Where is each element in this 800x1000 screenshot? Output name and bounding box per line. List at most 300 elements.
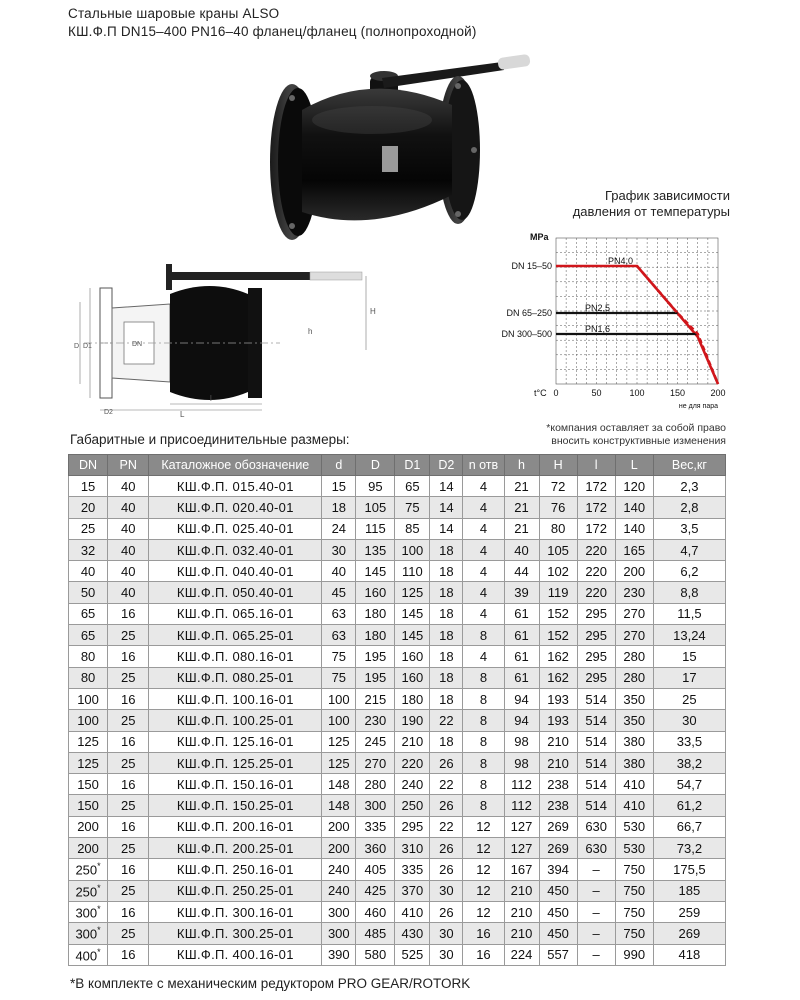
table-cell: 40 [108, 497, 149, 518]
table-cell: 4 [463, 518, 504, 539]
table-cell: КШ.Ф.П. 300.16-01 [149, 901, 322, 922]
table-cell: 215 [356, 688, 395, 709]
table-cell: 25 [108, 710, 149, 731]
table-row [69, 710, 726, 731]
table-cell: 100 [322, 688, 356, 709]
table-cell: 410 [395, 901, 430, 922]
table-cell: 25 [108, 923, 149, 944]
table-cell: 44 [504, 561, 539, 582]
table-cell: 280 [615, 667, 653, 688]
table-cell: 8 [463, 667, 504, 688]
table-cell: 220 [577, 539, 615, 560]
table-row [69, 923, 726, 944]
table-row [69, 582, 726, 603]
table-cell: 95 [356, 476, 395, 497]
table-cell: 370 [395, 880, 430, 901]
table-cell: 4 [463, 603, 504, 624]
table-cell: 16 [108, 603, 149, 624]
page-title: Стальные шаровые краны ALSO [68, 6, 280, 21]
table-cell: КШ.Ф.П. 015.40-01 [149, 476, 322, 497]
table-cell: 300* [69, 923, 108, 944]
table-cell: 39 [504, 582, 539, 603]
table-cell: КШ.Ф.П. 150.16-01 [149, 774, 322, 795]
table-cell: КШ.Ф.П. 250.16-01 [149, 859, 322, 880]
x-tick-label: 200 [710, 388, 726, 398]
table-cell: 120 [615, 476, 653, 497]
table-cell: 16 [463, 944, 504, 965]
column-header: H [539, 455, 577, 476]
table-cell: 18 [430, 582, 463, 603]
table-cell: – [577, 859, 615, 880]
table-cell: 40 [108, 539, 149, 560]
table-body [69, 476, 726, 966]
table-cell: 310 [395, 838, 430, 859]
table-cell: 750 [615, 859, 653, 880]
table-cell: 26 [430, 752, 463, 773]
table-cell: 102 [539, 561, 577, 582]
table-cell: 380 [615, 752, 653, 773]
table-cell: 380 [615, 731, 653, 752]
table-cell: 210 [504, 880, 539, 901]
table-row [69, 859, 726, 880]
table-cell: 172 [577, 476, 615, 497]
table-cell: 269 [539, 838, 577, 859]
table-cell: 8,8 [653, 582, 725, 603]
table-cell: 300 [356, 795, 395, 816]
note-line2: вносить конструктивные изменения [551, 435, 726, 447]
chart-title [520, 188, 730, 220]
table-cell: 185 [653, 880, 725, 901]
table-cell: 160 [395, 646, 430, 667]
table-cell: 180 [356, 603, 395, 624]
column-header: D [356, 455, 395, 476]
table-cell: 6,2 [653, 561, 725, 582]
table-cell: 17 [653, 667, 725, 688]
ball-valve-image [262, 50, 532, 250]
table-cell: 295 [577, 603, 615, 624]
table-cell: 30 [322, 539, 356, 560]
table-cell: 125 [69, 731, 108, 752]
row-label: DN 300–500 [501, 329, 552, 339]
table-cell: 3,5 [653, 518, 725, 539]
row-labels [501, 261, 552, 339]
table-cell: 630 [577, 838, 615, 859]
table-row [69, 688, 726, 709]
table-cell: 4 [463, 497, 504, 518]
table-cell: 145 [356, 561, 395, 582]
table-cell: 148 [322, 774, 356, 795]
table-cell: 270 [356, 752, 395, 773]
table-cell: 26 [430, 859, 463, 880]
column-header: Вес,кг [653, 455, 725, 476]
table-cell: КШ.Ф.П. 050.40-01 [149, 582, 322, 603]
table-cell: 450 [539, 880, 577, 901]
table-cell: 30 [653, 710, 725, 731]
table-cell: 195 [356, 667, 395, 688]
table-cell: 300* [69, 901, 108, 922]
table-cell: 18 [430, 731, 463, 752]
table-cell: 75 [322, 646, 356, 667]
table-cell: 112 [504, 795, 539, 816]
table-cell: 514 [577, 795, 615, 816]
column-header: D1 [395, 455, 430, 476]
table-cell: 210 [539, 752, 577, 773]
table-cell: 270 [615, 603, 653, 624]
table-cell: КШ.Ф.П. 200.25-01 [149, 838, 322, 859]
table-cell: 125 [322, 731, 356, 752]
table-cell: 360 [356, 838, 395, 859]
table-cell: 25 [108, 838, 149, 859]
table-cell: 238 [539, 795, 577, 816]
table-cell: 12 [463, 838, 504, 859]
table-cell: 162 [539, 646, 577, 667]
table-cell: 300 [322, 901, 356, 922]
table-cell: 8 [463, 625, 504, 646]
table-cell: 25 [69, 518, 108, 539]
table-cell: 230 [615, 582, 653, 603]
column-header: DN [69, 455, 108, 476]
table-cell: 40 [108, 582, 149, 603]
table-cell: 40 [108, 476, 149, 497]
table-cell: 250* [69, 880, 108, 901]
table-cell: 14 [430, 497, 463, 518]
table-cell: 335 [395, 859, 430, 880]
table-cell: 295 [395, 816, 430, 837]
table-cell: 100 [395, 539, 430, 560]
table-cell: 25 [108, 667, 149, 688]
column-header: l [577, 455, 615, 476]
table-cell: 15 [653, 646, 725, 667]
table-cell: 50 [69, 582, 108, 603]
table-cell: 40 [108, 518, 149, 539]
table-cell: КШ.Ф.П. 065.25-01 [149, 625, 322, 646]
table-cell: 63 [322, 603, 356, 624]
dim-D2-label: D2 [104, 409, 113, 416]
table-cell: 21 [504, 497, 539, 518]
table-cell: 40 [108, 561, 149, 582]
table-cell: 150 [69, 795, 108, 816]
table-cell: 485 [356, 923, 395, 944]
table-cell: 72 [539, 476, 577, 497]
table-cell: 4 [463, 561, 504, 582]
table-cell: 21 [504, 476, 539, 497]
table-cell: 269 [653, 923, 725, 944]
table-cell: 125 [395, 582, 430, 603]
table-row [69, 774, 726, 795]
table-cell: – [577, 901, 615, 922]
table-cell: 40 [322, 561, 356, 582]
table-heading: Габаритные и присоединительные размеры: [70, 432, 350, 447]
table-cell: 54,7 [653, 774, 725, 795]
table-cell: 13,24 [653, 625, 725, 646]
table-cell: 210 [539, 731, 577, 752]
table-cell: 2,8 [653, 497, 725, 518]
x-axis-note: не для пара [678, 403, 718, 410]
table-cell: 18 [430, 539, 463, 560]
table-row [69, 795, 726, 816]
table-cell: КШ.Ф.П. 040.40-01 [149, 561, 322, 582]
table-cell: 16 [108, 859, 149, 880]
table-cell: 33,5 [653, 731, 725, 752]
table-cell: 172 [577, 518, 615, 539]
table-cell: 61,2 [653, 795, 725, 816]
table-cell: 65 [69, 603, 108, 624]
dimensions-table [68, 454, 726, 966]
column-header: h [504, 455, 539, 476]
table-cell: 4 [463, 582, 504, 603]
table-cell: 140 [615, 497, 653, 518]
dim-DN-label: DN [132, 341, 143, 348]
table-cell: 180 [356, 625, 395, 646]
table-cell: 990 [615, 944, 653, 965]
table-cell: 135 [356, 539, 395, 560]
table-cell: 750 [615, 880, 653, 901]
table-cell: 210 [504, 923, 539, 944]
table-cell: 190 [395, 710, 430, 731]
table-cell: 167 [504, 859, 539, 880]
table-cell: 25 [108, 752, 149, 773]
table-cell: 30 [430, 923, 463, 944]
column-header: PN [108, 455, 149, 476]
table-row [69, 497, 726, 518]
table-cell: 430 [395, 923, 430, 944]
table-cell: 530 [615, 838, 653, 859]
table-cell: 12 [463, 816, 504, 837]
table-cell: 4,7 [653, 539, 725, 560]
table-cell: 460 [356, 901, 395, 922]
table-cell: КШ.Ф.П. 020.40-01 [149, 497, 322, 518]
table-cell: 8 [463, 731, 504, 752]
table-cell: 193 [539, 688, 577, 709]
table-cell: 105 [539, 539, 577, 560]
table-cell: КШ.Ф.П. 100.16-01 [149, 688, 322, 709]
table-cell: 94 [504, 688, 539, 709]
table-cell: 630 [577, 816, 615, 837]
table-cell: 145 [395, 603, 430, 624]
table-cell: 514 [577, 731, 615, 752]
table-cell: 26 [430, 901, 463, 922]
table-cell: 210 [504, 901, 539, 922]
table-cell: 4 [463, 539, 504, 560]
table-cell: 240 [395, 774, 430, 795]
table-cell: 115 [356, 518, 395, 539]
table-cell: 394 [539, 859, 577, 880]
table-cell: 405 [356, 859, 395, 880]
dim-D1-label: D1 [83, 343, 92, 350]
table-cell: 75 [322, 667, 356, 688]
table-cell: 8 [463, 795, 504, 816]
table-cell: 14 [430, 476, 463, 497]
column-header: Каталожное обозначение [149, 455, 322, 476]
table-cell: 65 [69, 625, 108, 646]
table-cell: 63 [322, 625, 356, 646]
table-cell: 16 [108, 901, 149, 922]
table-cell: 350 [615, 688, 653, 709]
table-row [69, 816, 726, 837]
table-cell: 40 [69, 561, 108, 582]
table-row [69, 518, 726, 539]
table-cell: 410 [615, 795, 653, 816]
table-cell: 259 [653, 901, 725, 922]
table-cell: 15 [69, 476, 108, 497]
table-cell: 40 [504, 539, 539, 560]
table-cell: 127 [504, 838, 539, 859]
table-cell: 165 [615, 539, 653, 560]
table-cell: 25 [108, 625, 149, 646]
table-cell: 73,2 [653, 838, 725, 859]
table-cell: 557 [539, 944, 577, 965]
table-cell: 16 [108, 944, 149, 965]
table-cell: 175,5 [653, 859, 725, 880]
table-cell: 295 [577, 667, 615, 688]
table-cell: 18 [430, 688, 463, 709]
dim-h-label: h [308, 327, 313, 336]
chart-grid [556, 238, 718, 384]
dimension-drawing [70, 258, 400, 418]
table-cell: 94 [504, 710, 539, 731]
dim-L-label: L [180, 410, 185, 418]
table-cell: 119 [539, 582, 577, 603]
table-cell: 210 [395, 731, 430, 752]
column-header: D2 [430, 455, 463, 476]
table-cell: 160 [395, 667, 430, 688]
table-cell: 200 [322, 838, 356, 859]
table-cell: 8 [463, 710, 504, 731]
table-cell: 21 [504, 518, 539, 539]
table-row [69, 667, 726, 688]
table-cell: 240 [322, 880, 356, 901]
table-cell: – [577, 944, 615, 965]
table-cell: 160 [356, 582, 395, 603]
table-cell: 335 [356, 816, 395, 837]
chart-title-line1: График зависимости [604, 188, 730, 203]
table-cell: 18 [430, 561, 463, 582]
table-cell: 140 [615, 518, 653, 539]
table-cell: КШ.Ф.П. 250.25-01 [149, 880, 322, 901]
table-row [69, 539, 726, 560]
x-tick-label: 100 [629, 388, 645, 398]
table-cell: КШ.Ф.П. 032.40-01 [149, 539, 322, 560]
table-cell: 4 [463, 476, 504, 497]
x-tick-label: 0 [553, 388, 559, 398]
table-cell: 450 [539, 923, 577, 944]
table-cell: КШ.Ф.П. 065.16-01 [149, 603, 322, 624]
table-cell: 148 [322, 795, 356, 816]
table-cell: КШ.Ф.П. 080.16-01 [149, 646, 322, 667]
table-cell: 150 [69, 774, 108, 795]
pressure-temperature-chart [480, 224, 750, 414]
table-cell: 390 [322, 944, 356, 965]
table-cell: 8 [463, 774, 504, 795]
table-cell: 26 [430, 795, 463, 816]
table-cell: 295 [577, 646, 615, 667]
column-header: d [322, 455, 356, 476]
table-cell: 65 [395, 476, 430, 497]
table-row [69, 838, 726, 859]
table-cell: 450 [539, 901, 577, 922]
table-cell: 100 [69, 710, 108, 731]
table-cell: 22 [430, 816, 463, 837]
table-cell: – [577, 880, 615, 901]
table-cell: 145 [395, 625, 430, 646]
dim-l-label: l [210, 394, 212, 403]
series-label: PN1,6 [585, 324, 611, 334]
table-cell: 152 [539, 603, 577, 624]
table-cell: 61 [504, 646, 539, 667]
table-cell: 61 [504, 667, 539, 688]
table-cell: 220 [577, 561, 615, 582]
table-cell: 300 [322, 923, 356, 944]
table-cell: 425 [356, 880, 395, 901]
series-label: PN2,5 [585, 303, 611, 313]
series-labels [585, 256, 633, 334]
dim-H-label: H [370, 307, 376, 316]
table-cell: 100 [322, 710, 356, 731]
table-cell: КШ.Ф.П. 125.16-01 [149, 731, 322, 752]
table-cell: 75 [395, 497, 430, 518]
table-row [69, 901, 726, 922]
table-cell: 220 [395, 752, 430, 773]
table-cell: 18 [430, 667, 463, 688]
footnote: *В комплекте с механическим редуктором PRO GEAR/ROTORK [70, 976, 471, 991]
table-cell: 270 [615, 625, 653, 646]
table-cell: 530 [615, 816, 653, 837]
table-cell: 76 [539, 497, 577, 518]
table-cell: 12 [463, 880, 504, 901]
y-axis-unit: MPa [530, 232, 549, 242]
table-cell: 14 [430, 518, 463, 539]
table-row [69, 752, 726, 773]
table-cell: 18 [322, 497, 356, 518]
table-cell: 25 [108, 880, 149, 901]
table-row [69, 603, 726, 624]
table-cell: 195 [356, 646, 395, 667]
table-cell: 25 [653, 688, 725, 709]
table-cell: 152 [539, 625, 577, 646]
table-cell: КШ.Ф.П. 300.25-01 [149, 923, 322, 944]
table-cell: КШ.Ф.П. 125.25-01 [149, 752, 322, 773]
table-cell: 350 [615, 710, 653, 731]
table-cell: 32 [69, 539, 108, 560]
table-cell: 4 [463, 646, 504, 667]
table-cell: 127 [504, 816, 539, 837]
dim-D-label: D [74, 343, 80, 350]
table-cell: КШ.Ф.П. 100.25-01 [149, 710, 322, 731]
table-cell: КШ.Ф.П. 400.16-01 [149, 944, 322, 965]
table-cell: 30 [430, 944, 463, 965]
table-cell: 16 [463, 923, 504, 944]
table-row [69, 561, 726, 582]
table-cell: 30 [430, 880, 463, 901]
table-cell: 245 [356, 731, 395, 752]
row-label: DN 15–50 [511, 261, 552, 271]
table-cell: 12 [463, 901, 504, 922]
table-cell: 514 [577, 710, 615, 731]
table-cell: 80 [69, 667, 108, 688]
table-cell: 25 [108, 795, 149, 816]
table-cell: КШ.Ф.П. 080.25-01 [149, 667, 322, 688]
table-cell: 18 [430, 646, 463, 667]
table-cell: 200 [615, 561, 653, 582]
x-tick-label: 50 [591, 388, 602, 398]
table-cell: 230 [356, 710, 395, 731]
table-header-row [69, 455, 726, 476]
x-axis-unit: t°C [534, 388, 547, 398]
table-cell: 24 [322, 518, 356, 539]
table-cell: 238 [539, 774, 577, 795]
table-cell: 66,7 [653, 816, 725, 837]
note-line1: *компания оставляет за собой право [546, 422, 726, 434]
